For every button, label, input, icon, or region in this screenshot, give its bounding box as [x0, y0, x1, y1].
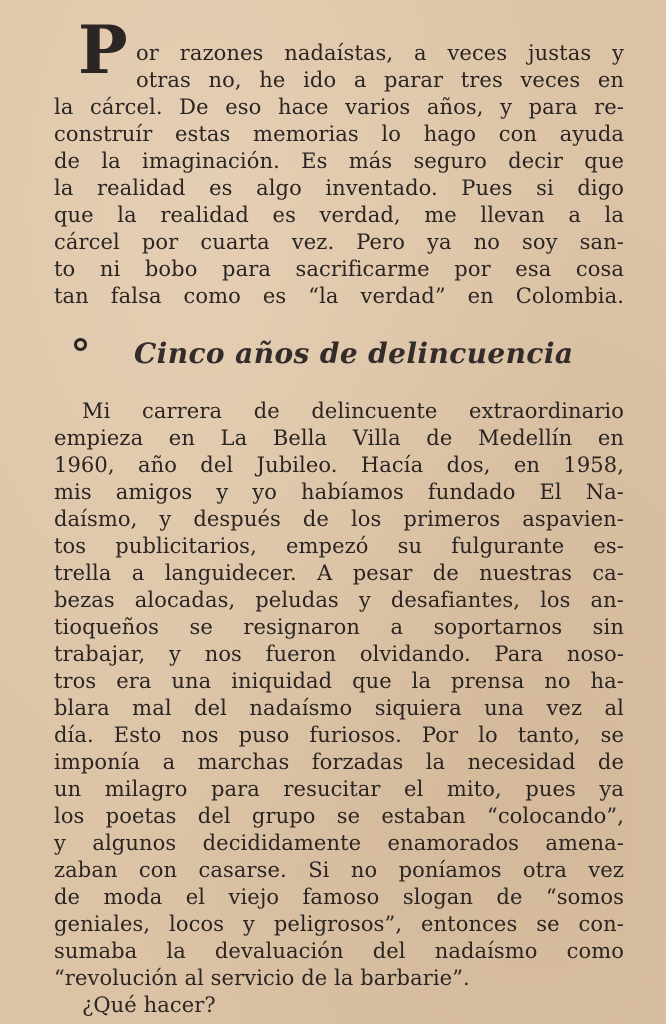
section-heading: [74, 334, 634, 374]
body-line: día. Esto nos puso furiosos. Por lo tanto, se: [54, 723, 624, 747]
body-line: y algunos decididamente enamorados amena-: [54, 831, 624, 855]
body-line: “revolución al servicio de la barbarie”.: [54, 966, 470, 990]
intro-line: tan falsa como es “la verdad” en Colombia.: [54, 284, 624, 308]
body-line: tioqueños se resignaron a soportarnos sin: [54, 615, 624, 639]
body-line: blara mal del nadaísmo siquiera una vez al: [54, 696, 624, 720]
intro-line: la cárcel. De eso hace varios años, y para re-: [54, 95, 624, 119]
intro-line: otras no, he ido a parar tres veces en: [136, 68, 624, 92]
intro-line: construír estas memorias lo hago con ayuda: [54, 122, 624, 146]
intro-line: de la imaginación. Es más seguro decir que: [54, 149, 624, 173]
bullet-icon: [74, 338, 87, 351]
body-line: empieza en La Bella Villa de Medellín en: [54, 426, 624, 450]
body-line: sumaba la devaluación del nadaísmo como: [54, 939, 624, 963]
intro-line: que la realidad es verdad, me llevan a la: [54, 203, 624, 227]
body-line: trella a languidecer. A pesar de nuestras ca-: [54, 561, 624, 585]
body-line: los poetas del grupo se estaban “colocando”,: [54, 804, 624, 828]
intro-line: to ni bobo para sacrificarme por esa cosa: [54, 257, 624, 281]
body-line: trabajar, y nos fueron olvidando. Para noso-: [54, 642, 624, 666]
body-line: tros era una iniquidad que la prensa no ha-: [54, 669, 624, 693]
body-line: Mi carrera de delincuente extraordinario: [82, 399, 624, 423]
body-line: bezas alocadas, peludas y desafiantes, los an-: [54, 588, 624, 612]
body-line: tos publicitarios, empezó su fulgurante es-: [54, 534, 624, 558]
body-line: 1960, año del Jubileo. Hacía dos, en 1958,: [54, 453, 624, 477]
intro-line: or razones nadaístas, a veces justas y: [136, 41, 624, 65]
body-line: geniales, locos y peligrosos”, entonces se con-: [54, 912, 624, 936]
body-line: zaban con casarse. Si no poníamos otra vez: [54, 858, 624, 882]
section-title: Cinco años de delincuencia: [134, 337, 574, 370]
body-line: mis amigos y yo habíamos fundado El Na-: [54, 480, 624, 504]
drop-cap: P: [78, 11, 128, 89]
closing-line: ¿Qué hacer?: [82, 993, 216, 1017]
body-line: daísmo, y después de los primeros aspavien-: [54, 507, 624, 531]
body-line: imponía a marchas forzadas la necesidad de: [54, 750, 624, 774]
intro-line: cárcel por cuarta vez. Pero ya no soy san-: [54, 230, 624, 254]
body-line: un milagro para resucitar el mito, pues ya: [54, 777, 624, 801]
body-line: de moda el viejo famoso slogan de “somos: [54, 885, 624, 909]
intro-line: la realidad es algo inventado. Pues si digo: [54, 176, 624, 200]
